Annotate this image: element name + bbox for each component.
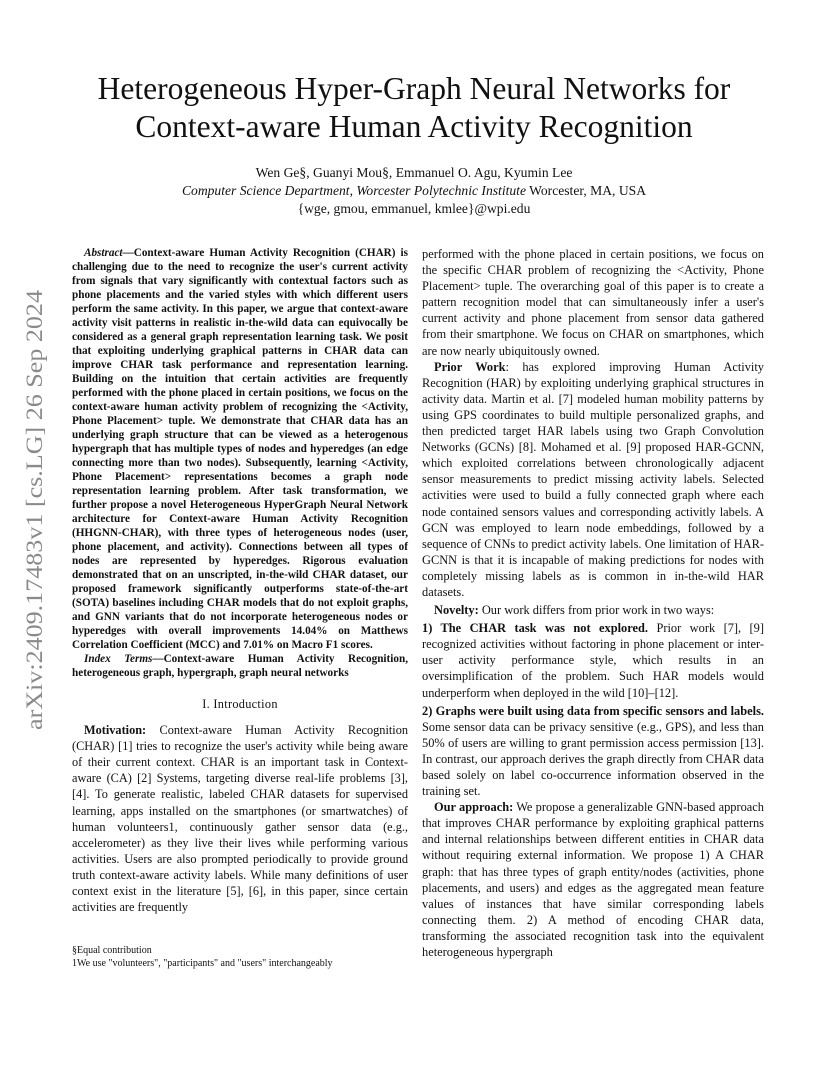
footnote-volunteers: 1We use "volunteers", "participants" and "users" interchangeably	[72, 958, 333, 969]
novelty-point-1	[422, 620, 764, 700]
abstract-text: —Context-aware Human Activity Recognition (CHAR) is challenging due to the need to recognize the user's current activity from signals that vary significantly with contextual factors such as phone placements and the varied styles with which different users perform the same activity. In this paper, we argue that context-aware activity visit patterns in realistic in-the-wild data can equivocally be considered as a general graph representation learning task. We posit that exploiting underlying graphical patterns in CHAR data can improve CHAR task performance and representation learning. Building on the intuition that certain activities are frequently performed with the phone placed in certain positions, we focus on the context-aware human activity problem of recognizing the <Activity, Phone Placement> tuple. We demonstrate that CHAR data has an underlying graph structure that can be viewed as a heterogenous hypergraph that has multiple types of nodes and hyperedges (an edge connecting more than two nodes). Subsequently, learning <Activity, Phone Placement> representations becomes a graph node representation learning problem. After task transformation, we further propose a novel Heterogeneous HyperGraph Neural Network architecture for Context-aware Human Activity Recognition (HHGNN-CHAR), with three types of heterogeneous nodes (user, phone placement, and activity). Connections between all types of nodes are represented by hyperedges. Rigorous evaluation demonstrated that on an unscripted, in-the-wild CHAR dataset, our proposed framework significantly outperforms state-of-the-art (SOTA) baselines including CHAR models that do not exploit graphs, and GNN variants that do not incorporate heterogeneous nodes or hyperedges with overall improvements 14.04% on Matthews Correlation Coefficient (MCC) and 7.01% on Macro F1 scores.	[72, 247, 408, 651]
prior-work-paragraph	[422, 359, 764, 600]
footnotes	[72, 944, 408, 970]
index-text: —Context-aware Human Activity Recognition, heterogeneous graph, hypergraph, graph neural networks	[72, 653, 408, 679]
title-line-2: Context-aware Human Activity Recognition	[135, 109, 693, 144]
novelty-point-1-label: 1) The CHAR task was not explored.	[422, 621, 649, 636]
right-column	[422, 246, 764, 960]
novelty-point-1-text: Prior work [7], [9] recognized activities without factoring in phone placement or inter-user activity performance style, which results in an oversimplification of the problem. Such HAR models would underperform when deployed in the wild [10]–[12].	[422, 621, 764, 700]
arxiv-watermark-svg	[22, 290, 48, 730]
approach-text: We propose a generalizable GNN-based approach that improves CHAR performance by exploiting graphical patterns and internal relationships between different entities in CHAR data without requiring external information. We propose 1) A CHAR graph: that has three types of graph entity/nodes (activities, phone placements, and users) and edges as the aggregated mean feature values of instances that have similar corresponding labels connecting them. 2) A method of encoding CHAR data, transforming the associated recognition task into the equivalent heterogeneous hypergraph	[422, 800, 764, 960]
title-line-1: Heterogeneous Hyper-Graph Neural Networks for	[97, 71, 731, 106]
approach-label: Our approach:	[434, 800, 514, 815]
motivation-paragraph	[72, 722, 408, 915]
novelty-text: Our work differs from prior work in two ways:	[478, 603, 715, 618]
prior-work-label: Prior Work	[434, 359, 506, 374]
index-terms	[72, 652, 408, 680]
emails: {wge, gmou, emmanuel, kmlee}@wpi.edu	[297, 201, 531, 216]
abstract	[72, 246, 408, 652]
footnote-equal-contribution: §Equal contribution	[72, 945, 152, 956]
novelty-label: Novelty:	[434, 603, 479, 618]
context-paragraph: performed with the phone placed in certain positions, we focus on the specific CHAR problem of recognizing the <Activity, Phone Placement> tuple. The overarching goal of this paper is to create a pattern recognition model that can simultaneously infer a user's current activity and phone placement from sensor data gathered from their smartphone. We focus on CHAR on smartphones, which are now nearly ubiquitously owned.	[422, 247, 764, 358]
arxiv-id: arXiv:2409.17483v1 [cs.LG] 26 Sep 2024	[22, 341, 47, 730]
motivation-label: Motivation:	[84, 723, 147, 738]
author-block	[60, 164, 768, 218]
prior-work-text: : has explored improving Human Activity Recognition (HAR) by exploiting underlying graphical structures in activity data. Martin et al. [7] modeled human mobility patterns by using GPS coordinates to build multiple personalized graphs, and then predicted target HAR labels using two Graph Convolution Networks (GCNs) [8]. Mohamed et al. [9] proposed HAR-GCNN, which exploited correlations between chronologically adjacent sensor measurements to predict missing activity labels. Selected activities were used to build a fully connected graph where each node contained sensors values and corresponding activitly labels. A GCN was employed to learn node embeddings, followed by a sequence of CNNs to predict activity labels. One limitation of HAR-GCNN is that it is incapable of making predictions for nodes with completely missing labels as is common in in-the-wild HAR datasets.	[422, 359, 764, 599]
novelty-point-2-label: 2) Graphs were built using data from specific sensors and labels.	[422, 703, 764, 718]
arxiv-watermark	[22, 290, 48, 730]
approach-paragraph	[422, 799, 764, 960]
motivation-text: Context-aware Human Activity Recognition (CHAR) [1] tries to recognize the user's activity while being aware of their current context. CHAR is an important task in Context-aware (CA) [2] Systems, targeting diverse real-life problems [3], [4]. To generate realistic, labeled CHAR datasets for supervised learning, apps installed on the smartphones (or smartwatches) of human volunteers1, continuously gather sensor data (e.g., accelerometer) as they live their lives while performing various activities. Users are also prompted periodically to provide ground truth context-aware activity labels. While many definitions of user context exist in the literature [5], [6], in this paper, since certain activities are frequently	[72, 723, 408, 915]
novelty-point-2-text: Some sensor data can be privacy sensitive (e.g., GPS), and less than 50% of users are willing to grant permission access permission [13]. In contrast, our approach derives the graph directly from CHAR data based solely on label co-occurrence information observed in the training set.	[422, 719, 764, 799]
paper-title	[60, 70, 768, 146]
section-heading-introduction: I. Introduction	[202, 697, 278, 711]
index-label: Index Terms	[84, 653, 153, 665]
affiliation: Computer Science Department, Worcester Polytechnic Institute	[181, 183, 526, 198]
novelty-paragraph	[422, 602, 764, 618]
affiliation-line	[60, 182, 768, 200]
author-names: Wen Ge§, Guanyi Mou§, Emmanuel O. Agu, Kyumin Lee	[255, 165, 573, 180]
abstract-label: Abstract	[84, 247, 123, 259]
left-column	[72, 246, 408, 915]
novelty-point-2	[422, 703, 764, 800]
location: Worcester, MA, USA	[525, 183, 647, 198]
